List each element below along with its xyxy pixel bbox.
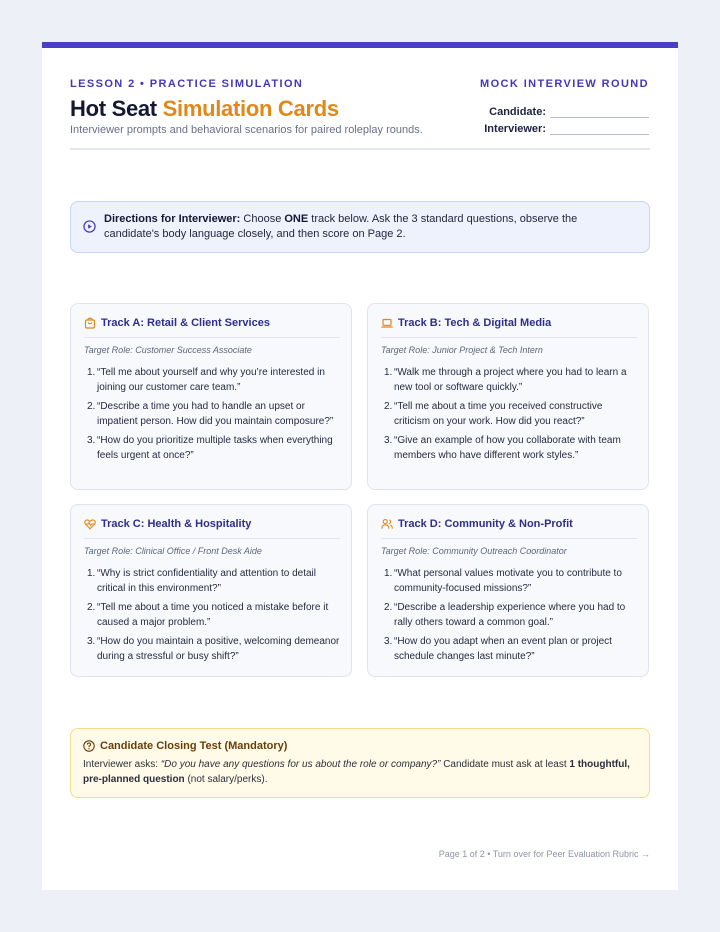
question-item: 2. “Tell me about a time you noticed a mistake before it caused a major problem.” — [87, 602, 329, 628]
top-accent-bar — [42, 42, 678, 48]
question-item: 1. “What personal values motivate you to contribute to community-focused missions?” — [384, 568, 622, 594]
question-item: 1. “Tell me about yourself and why you’re interested in joining our customer care team.” — [87, 367, 325, 393]
track-role: Target Role: Community Outreach Coordinator — [381, 546, 567, 556]
question-item: 2. “Describe a time you had to handle an upset or impatient person. How did you maintain composure?” — [87, 401, 334, 427]
question-list — [381, 566, 637, 668]
interviewer-label: Interviewer: — [484, 123, 546, 135]
question-text: “Describe a leadership experience where you had to rally others toward a common goal.” — [394, 602, 626, 628]
candidate-line[interactable] — [550, 108, 649, 118]
directions-emphasis: ONE — [284, 213, 309, 225]
interviewer-field[interactable] — [484, 123, 649, 135]
track-card-header — [84, 316, 340, 338]
worksheet-page — [42, 42, 678, 890]
closing-test-box — [70, 728, 650, 798]
closing-lead: Interviewer asks: — [83, 759, 159, 770]
question-text: “What personal values motivate you to contribute to community-focused missions?” — [394, 568, 622, 594]
question-item: 1. “Why is strict confidentiality and attention to detail critical in this environment?” — [87, 568, 316, 594]
question-text: “Describe a time you had to handle an upset or impatient person. How did you maintain composure?” — [97, 401, 334, 427]
directions-text-a: Choose — [243, 213, 282, 225]
track-role: Target Role: Clinical Office / Front Desk Aide — [84, 546, 262, 556]
header-divider — [70, 148, 650, 150]
track-role: Target Role: Junior Project & Tech Intern — [381, 345, 543, 355]
track-card-b[interactable] — [367, 303, 649, 490]
track-card-header — [381, 517, 637, 539]
question-text: “How do you prioritize multiple tasks when everything feels urgent at once?” — [97, 435, 333, 461]
question-item: 2. “Describe a leadership experience where you had to rally others toward a common goal.” — [384, 602, 626, 628]
directions-box — [70, 201, 650, 253]
question-text: “How do you maintain a positive, welcoming demeanor during a stressful or busy shift?” — [97, 636, 340, 662]
directions-label: Directions for Interviewer: — [104, 213, 241, 225]
title-part-2: Simulation Cards — [162, 96, 339, 121]
closing-text-a: Candidate must ask at least — [443, 759, 567, 770]
people-icon — [381, 518, 393, 530]
question-text: “Walk me through a project where you had to learn a new tool or software quickly.” — [394, 367, 627, 393]
question-item: 3. “How do you adapt when an event plan or project schedule changes last minute?” — [384, 636, 612, 662]
question-list — [84, 365, 340, 467]
track-title: Track C: Health & Hospitality — [101, 518, 252, 530]
play-circle-icon — [83, 220, 96, 233]
laptop-icon — [381, 317, 393, 329]
heart-pulse-icon — [84, 518, 96, 530]
candidate-field[interactable] — [489, 106, 649, 118]
question-item: 1. “Walk me through a project where you had to learn a new tool or software quickly.” — [384, 367, 627, 393]
round-label: MOCK INTERVIEW ROUND — [480, 78, 649, 90]
page-footer: Page 1 of 2 • Turn over for Peer Evaluation Rubric → — [438, 849, 650, 859]
directions-text-b: track below. Ask the 3 standard questions, observe the candidate's body language closely, and then score on Page 2. — [104, 213, 578, 240]
question-text: “Tell me about a time you received constructive criticism on your work. How did you react?” — [394, 401, 603, 427]
track-title: Track A: Retail & Client Services — [101, 317, 270, 329]
track-role: Target Role: Customer Success Associate — [84, 345, 252, 355]
directions-text — [104, 212, 634, 242]
page-subtitle: Interviewer prompts and behavioral scenarios for paired roleplay rounds. — [70, 124, 423, 136]
question-text: “Tell me about yourself and why you’re interested in joining our customer care team.” — [97, 367, 325, 393]
question-item: 3. “Give an example of how you collaborate with team members who have different work styles.” — [384, 435, 621, 461]
closing-text-b: (not salary/perks). — [187, 774, 268, 785]
question-list — [84, 566, 340, 668]
question-text: “Why is strict confidentiality and attention to detail critical in this environment?” — [97, 568, 316, 594]
question-item: 3. “How do you maintain a positive, welcoming demeanor during a stressful or busy shift?” — [87, 636, 340, 662]
question-list — [381, 365, 637, 467]
interviewer-line[interactable] — [550, 125, 649, 135]
closing-question: “Do you have any questions for us about the role or company?” — [160, 759, 441, 770]
closing-body — [83, 757, 639, 787]
bag-icon — [84, 317, 96, 329]
question-item: 2. “Tell me about a time you received constructive criticism on your work. How did you react?” — [384, 401, 603, 427]
page-title — [70, 96, 339, 122]
track-card-a[interactable] — [70, 303, 352, 490]
question-item: 3. “How do you prioritize multiple tasks when everything feels urgent at once?” — [87, 435, 333, 461]
track-card-c[interactable] — [70, 504, 352, 677]
question-text: “Give an example of how you collaborate with team members who have different work styles.” — [394, 435, 621, 461]
track-card-header — [84, 517, 340, 539]
lesson-eyebrow: LESSON 2 • PRACTICE SIMULATION — [70, 78, 304, 90]
closing-emphasis: 1 thoughtful, pre-planned question — [83, 759, 630, 785]
question-text: “Tell me about a time you noticed a mistake before it caused a major problem.” — [97, 602, 329, 628]
track-card-d[interactable] — [367, 504, 649, 677]
candidate-label: Candidate: — [489, 106, 546, 118]
track-title: Track B: Tech & Digital Media — [398, 317, 552, 329]
question-circle-icon — [83, 740, 95, 752]
question-text: “How do you adapt when an event plan or project schedule changes last minute?” — [394, 636, 612, 662]
track-title: Track D: Community & Non-Profit — [398, 518, 573, 530]
closing-title: Candidate Closing Test (Mandatory) — [100, 740, 288, 752]
title-part-1: Hot Seat — [70, 96, 157, 121]
track-card-header — [381, 316, 637, 338]
